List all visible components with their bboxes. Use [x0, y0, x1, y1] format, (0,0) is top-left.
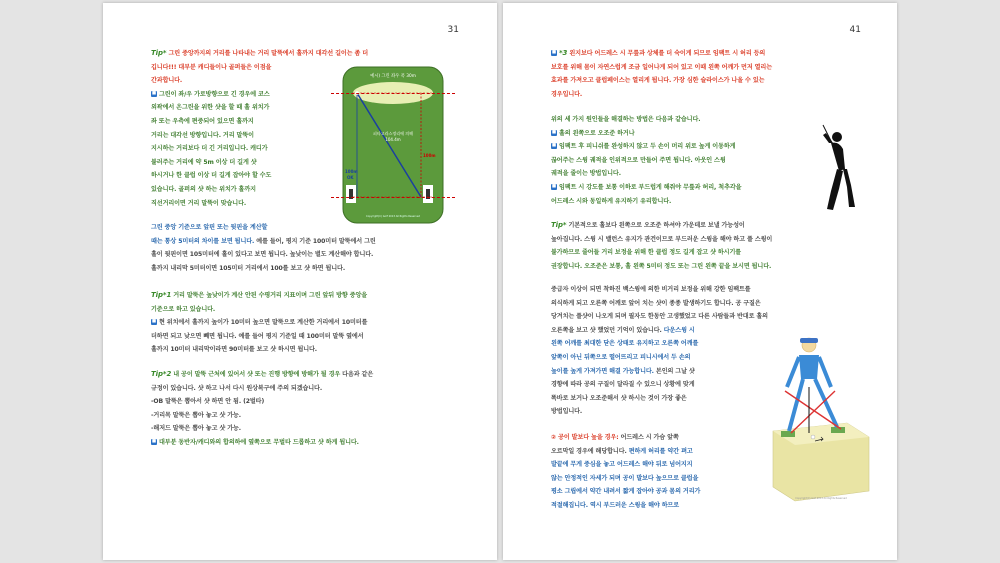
text-line: [151, 197, 368, 211]
text-span: *3: [559, 49, 568, 57]
aim-tip-block: [551, 219, 772, 273]
text-span: 기준으로 하고 있습니다.: [151, 305, 216, 313]
text-span: 중급자 이상이 되면 착하진 백스윙에 의한 비거리 보정을 위해 강한 임팩트를: [551, 286, 751, 293]
text-span: -해저드 말뚝은 뽑아 놓고 샷 가능.: [151, 425, 241, 433]
text-span: 홀까지 내리막 5미터이면 105미터 거리에서 100를 보고 샷 하면 됩니다.: [151, 264, 346, 272]
bullet-icon: ■: [151, 319, 157, 325]
text-line: [551, 74, 772, 88]
text-line: [551, 260, 772, 274]
text-line: [551, 365, 768, 379]
text-line: [551, 61, 772, 75]
guide-line-bottom: [331, 197, 455, 198]
text-span: 거리는 대각선 방향입니다. 거리 말뚝이: [151, 131, 254, 139]
bullet-icon: ■: [551, 50, 557, 55]
text-span: 높이를 높게 가져가면 해결 가능합니다.: [551, 367, 654, 375]
text-span: 다운스윙 시: [661, 326, 695, 334]
text-line: [551, 324, 768, 338]
text-span: 편하게 허리를 약간 펴고: [626, 447, 693, 455]
text-span: 불러주는 거리에 약 5m 이상 더 길게 샷: [151, 158, 257, 166]
golfer-cap: [800, 338, 818, 343]
text-span: 평소 그립에서 약간 내려서 짧게 잡아야 공과 몸의 거리가: [551, 488, 701, 496]
text-line: [551, 219, 772, 233]
text-line: [151, 74, 368, 88]
text-span: Tip*: [551, 221, 567, 229]
text-span: 앞쪽이 아닌 뒤쪽으로 떨어뜨리고 피니시에서 두 손의: [551, 353, 691, 361]
text-line: [151, 101, 368, 115]
text-span: 오른쪽을 보고 샷 했었던 기억이 있습니다.: [551, 326, 662, 334]
text-span: 간과합니다.: [151, 77, 183, 85]
text-span: 발끝에 무게 중심을 놓고 어드레스 해야 뒤로 넘어지지: [551, 461, 693, 469]
text-span: 적절해집니다. 역시 부드러운 스윙을 해야 하므로: [551, 501, 680, 509]
text-line: [551, 113, 741, 127]
text-line: [551, 485, 700, 499]
text-line: [151, 330, 367, 344]
text-span: -OB 말뚝은 뽑아서 샷 하면 안 됨. (2벌타): [151, 398, 265, 406]
text-span: 지시하는 거리보다 더 긴 거리입니다. 캐디가: [151, 145, 268, 153]
text-line: [551, 140, 741, 154]
text-line: [551, 392, 768, 406]
page-number: 31: [447, 25, 459, 35]
text-line: [151, 156, 368, 170]
text-span: 좌 또는 우측에 편중되어 있으면 홀까지: [151, 117, 254, 125]
diagram-diag-value: 104.4m: [385, 137, 401, 142]
text-line: [151, 248, 376, 262]
text-span: 보호를 위해 몸이 자연스럽게 조금 일어나게 되어 있고 이때 왼쪽 어깨가 먼저 열리는: [551, 63, 773, 71]
text-span: 궤적을 줄이는 방법입니다.: [551, 170, 621, 178]
text-span: 어드레스 시 가슴 앞쪽: [618, 434, 679, 441]
diagram-diag-label: 피타고라스정리에 의해: [373, 131, 413, 136]
text-line: [151, 115, 368, 129]
text-line: [151, 262, 376, 276]
text-line: [551, 378, 768, 392]
tip-block: [151, 47, 368, 210]
text-span: 임팩트 시 강도를 보통 이하로 부드럽게 해줘야 무릎과 허리, 척추각을: [559, 183, 742, 191]
text-span: 그린 중앙까지의 거리를 나타내는 거리 말뚝에서 홀까지 대각선 길이는 좀 더: [166, 50, 369, 57]
text-line: [151, 422, 373, 436]
text-span: 본인의 그날 샷: [653, 367, 695, 375]
tip2-block: [151, 368, 373, 450]
text-span: 경향에 따라 공의 구질이 달라질 수 있으니 상황에 맞게: [551, 381, 695, 389]
text-line: [551, 88, 772, 102]
guide-line-top: [331, 93, 455, 94]
note3-block: [551, 47, 772, 101]
bullet-icon: ■: [151, 90, 157, 96]
text-line: [551, 181, 741, 195]
text-line: [551, 431, 700, 445]
text-line: [151, 395, 373, 409]
text-line: [151, 61, 368, 75]
diagram-right-label: 100m: [423, 153, 436, 158]
text-span: ② 공이 발보다 높을 경우:: [551, 434, 619, 441]
text-line: [551, 283, 768, 297]
tip1-block: [151, 289, 367, 357]
text-line: [551, 310, 768, 324]
text-line: [551, 127, 741, 141]
text-span: 경우입니다.: [551, 90, 583, 98]
text-span: 규정이 있습니다. 샷 하고 나서 다시 원상복구에 주의 되겠습니다.: [151, 384, 323, 392]
diagram-copyright: Copyright(C) Golf 2013 All Rights Reserved: [366, 215, 420, 218]
text-span: 대부분 동반자/캐디와의 합의하에 옆쪽으로 무벌타 드롭하고 샷 하게 됩니다.: [159, 438, 359, 446]
diagram-top-label: 예시) 그린 좌우 폭 30m: [370, 74, 416, 79]
text-span: 현 위치에서 홀까지 높이가 10미터 높으면 말뚝으로 계산한 거리에서 10미터를: [159, 319, 368, 327]
text-line: [151, 47, 368, 61]
text-span: 다음과 같은: [340, 371, 374, 378]
text-line: [551, 297, 768, 311]
text-span: 있습니다. 골퍼의 샷 하는 위치가 홀까지: [151, 185, 256, 193]
text-line: [551, 47, 772, 61]
text-span: 권장합니다. 오조준은 보통, 홀 왼쪽 5미터 정도 또는 그린 왼쪽 끝을 보시면 됩니다.: [551, 262, 772, 270]
bullet-icon: ■: [151, 438, 157, 444]
text-span: 불가하므로 줄어들 거리 보정을 위해 한 클럽 정도 길게 잡고 샷 하시기를: [551, 249, 742, 257]
text-span: 똑바로 보거나 오조준해서 샷 하시는 것이 가장 좋은: [551, 394, 687, 402]
text-line: [151, 289, 367, 303]
text-span: 하시거나 한 클럽 이상 더 길게 잡아야 할 수도: [151, 172, 272, 180]
solutions-block: [551, 113, 741, 208]
text-line: [151, 129, 368, 143]
text-line: [551, 167, 741, 181]
text-line: [151, 436, 373, 450]
bullet-icon: ■: [551, 143, 557, 149]
text-line: [151, 409, 373, 423]
text-span: 효과를 가져오고 클럽페이스는 열리게 됩니다. 가장 심한 슬라이스가 나올 수 있는: [551, 77, 765, 85]
text-span: 의식하게 되고 오른쪽 어깨로 앞어 치는 샷이 종종 발생하기도 합니다. 공 구질은: [551, 299, 761, 307]
golfer-silhouette-figure: [809, 121, 859, 213]
text-span: 그린이 좌/우 가로방향으로 긴 경우에 코스: [159, 90, 270, 98]
text-line: [151, 142, 368, 156]
text-span: 홀까지 10미터 내리막이라면 90미터를 보고 샷 하시면 됩니다.: [151, 346, 318, 354]
text-line: [151, 88, 368, 102]
text-line: [551, 499, 700, 513]
text-line: [551, 154, 741, 168]
text-span: 기본적으로 홀보다 왼쪽으로 오조준 하셔야 가운데로 보낼 가능성이: [566, 222, 745, 229]
golfer-silhouette-icon: [809, 121, 859, 213]
text-line: [151, 169, 368, 183]
stance-slope-svg: [771, 333, 871, 503]
text-span: 그린 중앙 기준으로 앞핀 또는 뒷핀을 계산할: [151, 224, 268, 231]
stance-slope-figure: [771, 333, 871, 503]
text-span: 홀이 뒷핀이면 105미터에 홀이 있다고 보면 됩니다. 높낮이는 별도 계산해야 합니다.: [151, 251, 374, 259]
text-span: 내 공이 말뚝 근처에 있어서 샷 또는 진행 방향에 방해가 될 경우: [171, 371, 341, 378]
text-span: 왼지보다 어드레스 시 무릎과 상체를 더 숙이게 되므로 임팩트 시 허리 등의: [567, 50, 766, 57]
stance-copyright: Copyright(C) Golf 2013 All Rights Reserved: [795, 497, 847, 500]
text-span: 어드레스 시와 동일하게 유지하기 유리합니다.: [551, 197, 672, 205]
bullet-icon: ■: [551, 129, 557, 135]
text-span: 깁니다!!! 대부분 캐디들이나 골퍼들은 이점을: [151, 63, 272, 71]
text-span: 때는 통상 5미터의 차이를 보면 됩니다.: [151, 237, 255, 245]
text-span: 높아집니다. 스윙 시 밸런스 유지가 관건이므로 부드러운 스윙을 해야 하고 풀 스윙이: [551, 235, 773, 243]
text-line: [551, 195, 741, 209]
text-span: 더하면 되고 낮으면 빼면 됩니다. 예를 들어 평지 기준일 때 100미터 말뚝 옆에서: [151, 332, 364, 340]
text-span: 왼쪽 어깨를 최대한 닫은 상태로 유지하고 오른쪽 어깨를: [551, 340, 699, 348]
text-span: Tip*: [151, 49, 167, 57]
text-span: Tip*2: [151, 370, 172, 378]
pull-shot-block: [551, 283, 768, 419]
diagram-left-label: 100m: [345, 169, 358, 174]
text-line: [551, 233, 772, 247]
text-span: Tip*1: [151, 291, 172, 299]
text-span: 당겨치는 풀샷이 나오게 되며 필자도 한동안 고생했었고 다른 사람들과 반대로 홀의: [551, 313, 768, 321]
text-line: [551, 246, 772, 260]
text-line: [551, 351, 768, 365]
text-span: 않는 안정적인 자세가 되며 공이 발보다 높으므로 클럽을: [551, 474, 699, 482]
page-number: 41: [849, 25, 861, 35]
text-line: [551, 472, 700, 486]
ball: [811, 435, 815, 439]
text-span: 외곽에서 온그린을 위한 샷을 할 때 홀 위치가: [151, 104, 270, 112]
text-span: 끊어주는 스윙 궤적을 인위적으로 만들어 주면 됩니다. 아웃인 스윙: [551, 156, 726, 164]
text-line: [151, 382, 373, 396]
text-span: 직선거리이면 거리 말뚝이 맞습니다.: [151, 199, 247, 207]
text-line: [551, 337, 768, 351]
bullet-icon: ■: [551, 183, 557, 189]
text-span: 위의 세 가지 원인들을 해결하는 방법은 다음과 같습니다.: [551, 116, 701, 123]
text-span: 예를 들어, 평지 기준 100미터 말뚝에서 그린: [254, 237, 376, 245]
text-span: -거리목 말뚝은 뽑아 놓고 샷 가능.: [151, 411, 241, 419]
text-line: [551, 458, 700, 472]
diagram-left-ok: OK: [347, 175, 354, 180]
text-span: 임팩트 후 피니쉬를 완성하지 않고 두 손이 머리 위로 높게 이동하게: [559, 143, 736, 151]
text-line: [151, 235, 376, 249]
text-span: 거리 말뚝은 높낮이가 계산 안된 수평거리 지표이며 그린 앞뒤 방향 중앙을: [171, 292, 368, 299]
text-span: 오르막일 경우에 해당합니다.: [551, 447, 627, 455]
green-distance-diagram: [341, 65, 445, 225]
text-span: 방법입니다.: [551, 408, 583, 416]
right-foot-pad: [831, 427, 845, 433]
text-line: [151, 221, 376, 235]
pin-block: [151, 221, 376, 275]
text-line: [151, 183, 368, 197]
green-diagram-svg: [341, 65, 445, 225]
text-line: [151, 303, 367, 317]
text-line: [551, 445, 700, 459]
text-span: 홀의 왼쪽으로 오조준 하거나: [559, 129, 635, 137]
text-line: [551, 405, 768, 419]
left-page: [103, 3, 497, 560]
text-line: [151, 368, 373, 382]
golfer-torso: [799, 355, 819, 379]
uphill-lie-block: [551, 431, 700, 513]
text-line: [151, 343, 367, 357]
text-line: [151, 316, 367, 330]
right-page: [503, 3, 897, 560]
